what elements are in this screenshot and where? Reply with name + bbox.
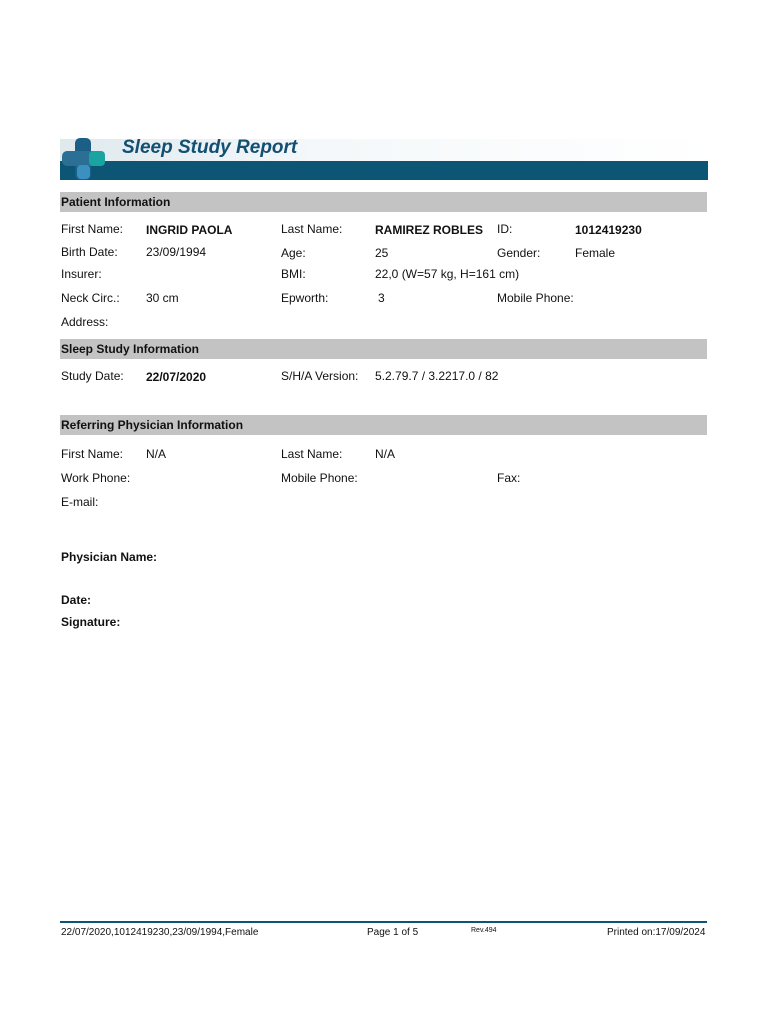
ref-last-name-label: Last Name: xyxy=(281,447,343,461)
ref-mobile-phone-label: Mobile Phone: xyxy=(281,471,358,485)
work-phone-label: Work Phone: xyxy=(61,471,131,485)
email-label: E-mail: xyxy=(61,495,99,509)
footer-divider xyxy=(60,921,707,923)
section-title: Sleep Study Information xyxy=(61,342,200,356)
sha-version-value: 5.2.79.7 / 3.2217.0 / 82 xyxy=(375,369,499,383)
fax-label: Fax: xyxy=(497,471,521,485)
first-name-label: First Name: xyxy=(61,222,124,236)
epworth-label: Epworth: xyxy=(281,291,329,305)
ref-first-name-label: First Name: xyxy=(61,447,124,461)
patient-information-header xyxy=(60,192,707,212)
signature-label: Signature: xyxy=(61,615,121,629)
id-value: 1012419230 xyxy=(575,223,642,237)
sleep-study-information-header xyxy=(60,339,707,359)
bmi-label: BMI: xyxy=(281,267,306,281)
age-label: Age: xyxy=(281,246,306,260)
date-label: Date: xyxy=(61,593,92,607)
referring-physician-header xyxy=(60,415,707,435)
report-title: Sleep Study Report xyxy=(122,137,298,158)
sha-version-label: S/H/A Version: xyxy=(281,369,359,383)
id-label: ID: xyxy=(497,222,513,236)
medical-cross-logo-icon xyxy=(60,136,108,182)
age-value: 25 xyxy=(375,246,389,260)
section-title: Referring Physician Information xyxy=(61,418,244,432)
footer-patient-summary: 22/07/2020,1012419230,23/09/1994,Female xyxy=(61,927,259,938)
birth-date-label: Birth Date: xyxy=(61,245,118,259)
insurer-label: Insurer: xyxy=(61,267,102,281)
birth-date-value: 23/09/1994 xyxy=(146,245,207,259)
footer-page-number: Page 1 of 5 xyxy=(367,927,419,938)
neck-circ-value: 30 cm xyxy=(146,291,179,305)
address-label: Address: xyxy=(61,315,109,329)
gender-label: Gender: xyxy=(497,246,541,260)
study-date-value: 22/07/2020 xyxy=(146,370,207,384)
study-date-label: Study Date: xyxy=(61,369,124,383)
neck-circ-label: Neck Circ.: xyxy=(61,291,120,305)
footer-revision: Rev.494 xyxy=(471,927,497,934)
epworth-value: 3 xyxy=(378,291,385,305)
physician-name-label: Physician Name: xyxy=(61,550,158,564)
last-name-label: Last Name: xyxy=(281,222,343,236)
first-name-value: INGRID PAOLA xyxy=(146,223,233,237)
section-title: Patient Information xyxy=(61,195,171,209)
header-band-dark xyxy=(60,161,708,180)
mobile-phone-label: Mobile Phone: xyxy=(497,291,574,305)
bmi-value: 22,0 (W=57 kg, H=161 cm) xyxy=(375,267,520,281)
ref-last-name-value: N/A xyxy=(375,447,396,461)
last-name-value: RAMIREZ ROBLES xyxy=(375,223,483,237)
ref-first-name-value: N/A xyxy=(146,447,167,461)
gender-value: Female xyxy=(575,246,616,260)
footer-printed-date: Printed on:17/09/2024 xyxy=(607,927,706,938)
